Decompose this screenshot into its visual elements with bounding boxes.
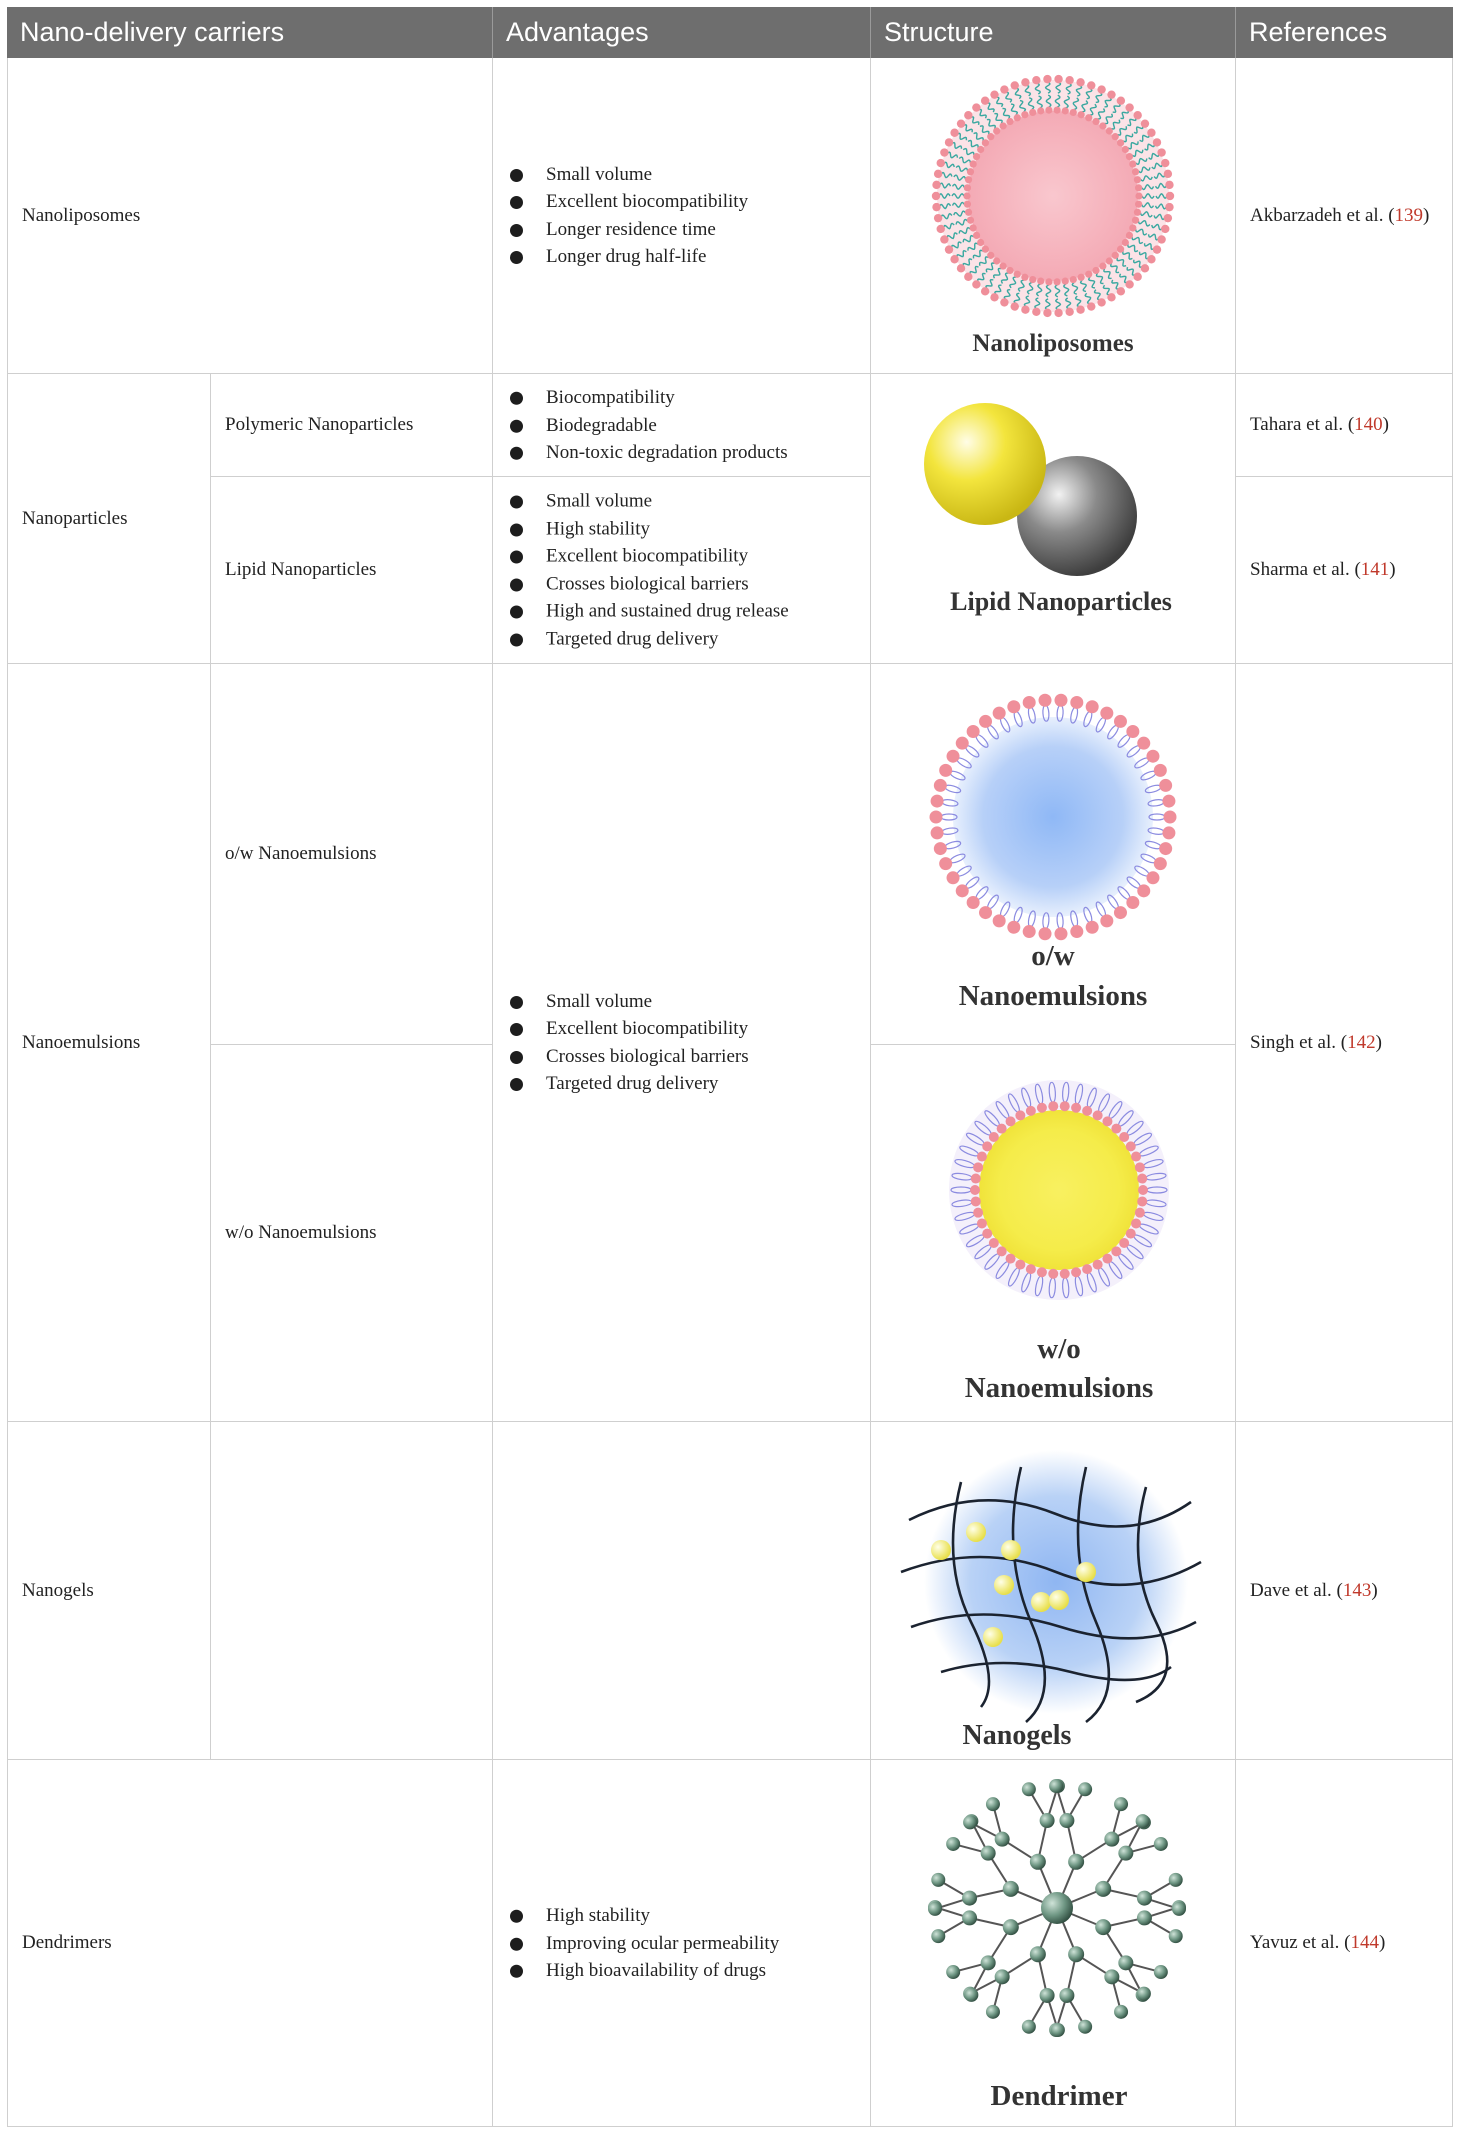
list-item: High stability — [508, 1902, 862, 1930]
structure-wo-nanoemulsions — [871, 1045, 1236, 1422]
structure-nanoliposomes — [871, 58, 1236, 374]
header-references: References — [1249, 17, 1388, 47]
list-item: Improving ocular permeability — [508, 1929, 862, 1957]
subtype-polymeric-nanoparticles: Polymeric Nanoparticles — [211, 374, 493, 477]
nanogel-label: Nanogels — [962, 1720, 1072, 1751]
carrier-nanoemulsions: Nanoemulsions — [7, 664, 211, 1422]
reference-link[interactable]: 141 — [1360, 559, 1390, 580]
advantages-nanoemulsions — [493, 664, 871, 1422]
list-item: Small volume — [508, 988, 862, 1016]
wo-label-line2: Nanoemulsions — [964, 1372, 1154, 1404]
list-item: Non-toxic degradation products — [508, 439, 862, 467]
nanogel-image — [871, 1422, 1235, 1759]
nanoparticle-sphere-yellow — [924, 403, 1046, 525]
carrier-dendrimers: Dendrimers — [7, 1760, 493, 2127]
header-carriers: Nano-delivery carriers — [20, 17, 285, 47]
nanoliposome-image — [871, 58, 1235, 373]
lipid-nanoparticle-image — [871, 374, 1235, 663]
advantages-nanogels-empty — [493, 1422, 871, 1760]
list-item: Biocompatibility — [508, 384, 862, 412]
list-item: Targeted drug delivery — [508, 625, 862, 653]
list-item: Targeted drug delivery — [508, 1070, 862, 1098]
dendrimer-label: Dendrimer — [990, 2080, 1128, 2112]
list-item: Crosses biological barriers — [508, 1043, 862, 1071]
subtype-ow-nanoemulsions: o/w Nanoemulsions — [211, 664, 493, 1045]
ref-polymeric-nanoparticles: Tahara et al. (140) — [1236, 374, 1453, 477]
advantages-dendrimers — [493, 1760, 871, 2127]
structure-nanogels — [871, 1422, 1236, 1760]
ref-nanoemulsions: Singh et al. (142) — [1236, 664, 1453, 1422]
wo-label-line1: w/o — [1037, 1333, 1081, 1365]
subtype-lipid-nanoparticles: Lipid Nanoparticles — [211, 477, 493, 664]
header-advantages: Advantages — [506, 17, 649, 47]
nanoliposome-label: Nanoliposomes — [972, 330, 1134, 357]
structure-nanoparticles — [871, 374, 1236, 664]
lipid-nanoparticle-label: Lipid Nanoparticles — [950, 587, 1172, 616]
carrier-nanogels: Nanogels — [7, 1422, 211, 1760]
advantages-polymeric-nanoparticles — [493, 374, 871, 477]
list-item: Excellent biocompatibility — [508, 1015, 862, 1043]
subtype-wo-nanoemulsions: w/o Nanoemulsions — [211, 1045, 493, 1422]
ref-nanoliposomes: Akbarzadeh et al. (139) — [1236, 58, 1453, 374]
header-structure: Structure — [884, 17, 994, 47]
subtype-nanogels-empty — [211, 1422, 493, 1760]
advantages-nanoliposomes — [493, 58, 871, 374]
list-item: Excellent biocompatibility — [508, 188, 862, 216]
list-item: Small volume — [508, 488, 862, 516]
ow-nanoemulsion-image — [871, 664, 1235, 1044]
list-item: Longer drug half-life — [508, 243, 862, 271]
list-item: Longer residence time — [508, 216, 862, 244]
ow-label-line1: o/w — [1031, 940, 1075, 972]
ow-label-line2: Nanoemulsions — [958, 980, 1148, 1012]
list-item: Crosses biological barriers — [508, 570, 862, 598]
ref-lipid-nanoparticles: Sharma et al. (141) — [1236, 477, 1453, 664]
liposome-bilayer — [932, 75, 1174, 317]
table-header — [7, 7, 1453, 58]
reference-link[interactable]: 140 — [1354, 414, 1383, 435]
reference-link[interactable]: 144 — [1350, 1932, 1379, 1953]
wo-nanoemulsion-image — [871, 1045, 1235, 1421]
ref-nanogels: Dave et al. (143) — [1236, 1422, 1453, 1760]
carrier-nanoparticles: Nanoparticles — [7, 374, 211, 664]
list-item: High stability — [508, 515, 862, 543]
list-item: Excellent biocompatibility — [508, 543, 862, 571]
carrier-nanoliposomes: Nanoliposomes — [7, 58, 493, 374]
ref-dendrimers: Yavuz et al. (144) — [1236, 1760, 1453, 2127]
ow-emulsion-droplet — [930, 694, 1177, 940]
reference-link[interactable]: 142 — [1347, 1031, 1376, 1053]
dendrimer-image — [871, 1760, 1235, 2126]
advantages-lipid-nanoparticles — [493, 477, 871, 664]
wo-emulsion-droplet — [949, 1080, 1169, 1300]
list-item: Small volume — [508, 161, 862, 189]
list-item: Biodegradable — [508, 411, 862, 439]
nano-delivery-table — [7, 7, 1453, 2127]
structure-ow-nanoemulsions — [871, 664, 1236, 1045]
reference-link[interactable]: 139 — [1394, 204, 1424, 226]
reference-link[interactable]: 143 — [1342, 1579, 1372, 1601]
list-item: High and sustained drug release — [508, 598, 862, 626]
dendrimer-branches — [928, 1779, 1186, 2037]
structure-dendrimers — [871, 1760, 1236, 2127]
list-item: High bioavailability of drugs — [508, 1957, 862, 1985]
